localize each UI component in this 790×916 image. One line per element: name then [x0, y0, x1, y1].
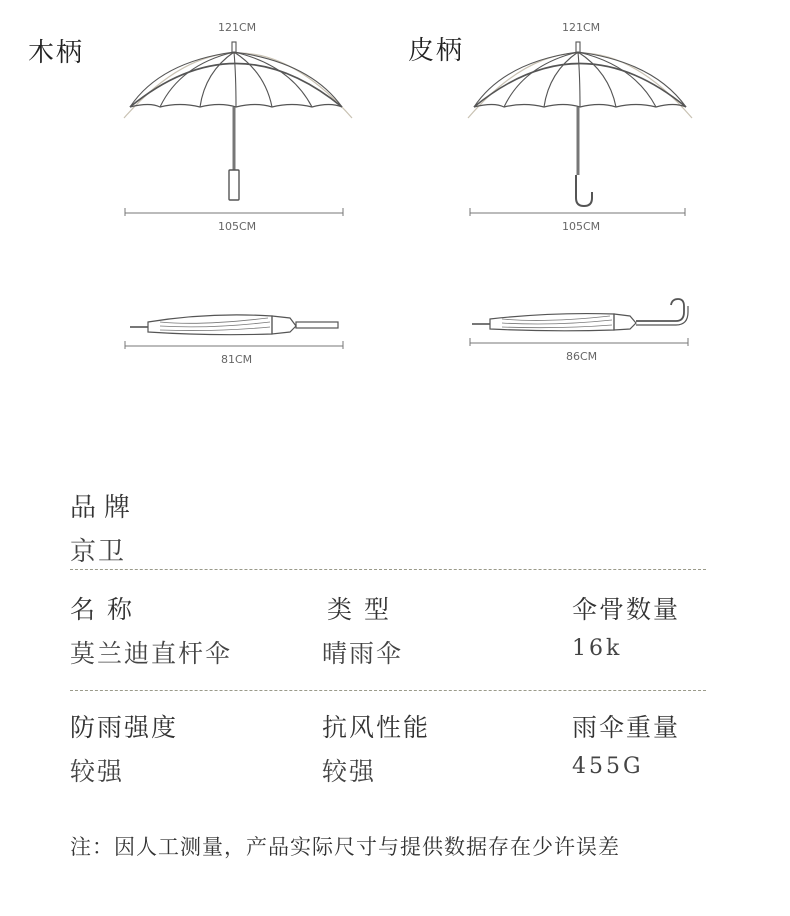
brand-value: 京卫: [70, 537, 127, 567]
divider-1: [70, 569, 706, 570]
leather-open-width-label: 121CM: [562, 21, 601, 34]
brand-title: 品牌: [70, 493, 139, 523]
wood-closed-length-label: 81CM: [221, 353, 253, 366]
wind-resistance-title: 抗风性能: [322, 713, 431, 742]
wood-open-width-label: 121CM: [218, 21, 257, 34]
wind-resistance-value: 较强: [322, 757, 377, 786]
type-value: 晴雨伞: [322, 639, 404, 668]
name-title: 名称: [70, 595, 145, 624]
rain-resistance-title: 防雨强度: [70, 713, 179, 742]
measurement-note: 注：因人工测量，产品实际尺寸与提供数据存在少许误差: [70, 835, 620, 859]
rain-resistance-value: 较强: [70, 757, 125, 786]
rib-count-value: 16k: [572, 636, 623, 661]
leather-open-span-label: 105CM: [562, 220, 601, 233]
divider-2: [70, 690, 706, 691]
leather-handle-label: 皮柄: [408, 36, 465, 66]
leather-closed-length-label: 86CM: [566, 350, 598, 363]
rib-count-title: 伞骨数量: [572, 595, 681, 624]
weight-title: 雨伞重量: [572, 713, 681, 742]
wood-open-span-label: 105CM: [218, 220, 257, 233]
weight-value: 455G: [572, 754, 644, 779]
type-title: 类型: [327, 595, 402, 624]
wood-handle-label: 木柄: [28, 38, 85, 68]
name-value: 莫兰迪直杆伞: [70, 639, 233, 668]
